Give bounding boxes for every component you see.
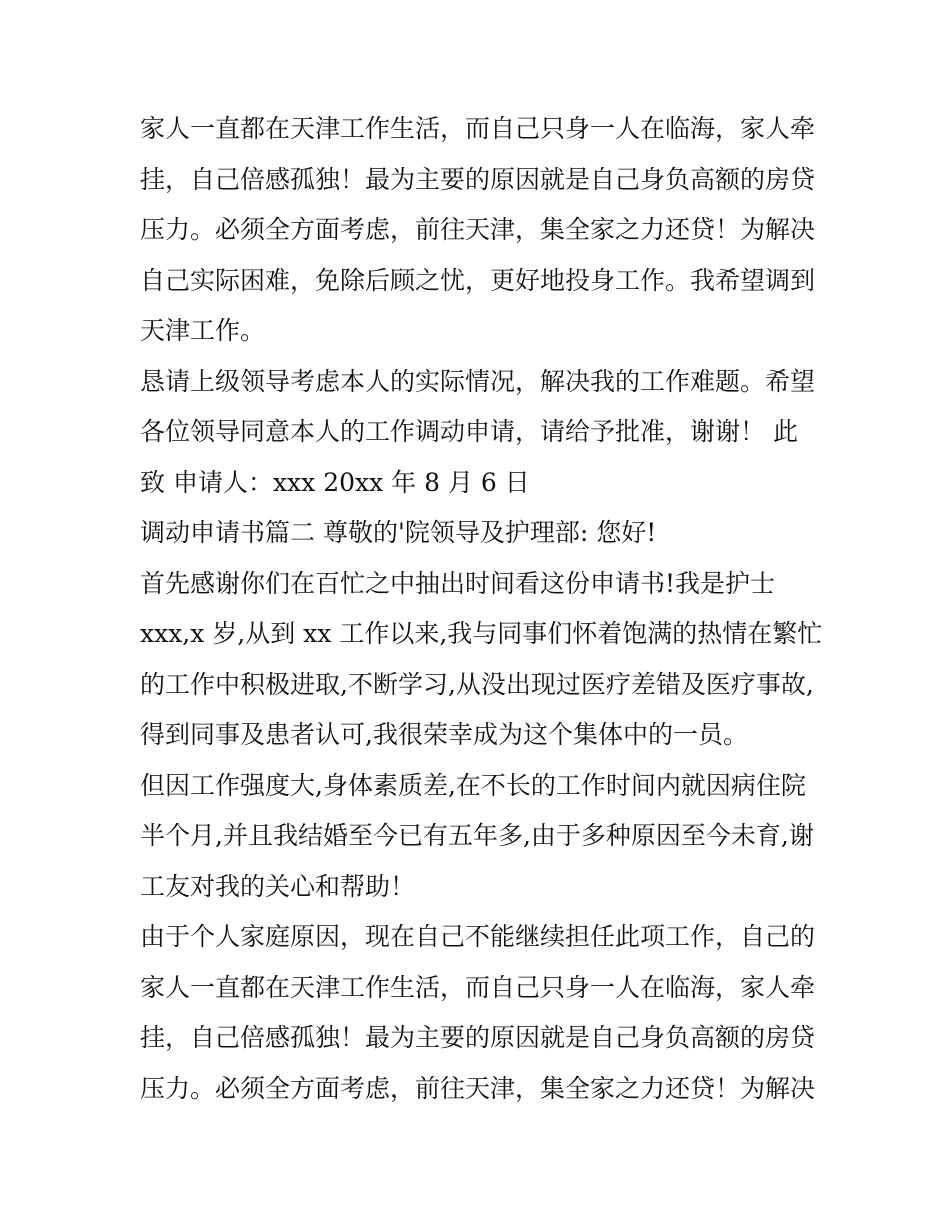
text-line: 压力。必须全方面考虑，前往天津，集全家之力还贷！为解决 (140, 215, 816, 244)
text-line: 恳请上级领导考虑本人的实际情况，解决我的工作难题。希望 (140, 366, 816, 396)
text-line: 挂，自己倍感孤独！最为主要的原因就是自己身负高额的房贷 (140, 1023, 816, 1052)
text-line: 的工作中积极进取,不断学习,从没出现过医疗差错及医疗事故, (140, 669, 814, 699)
text-line: 家人一直都在天津工作生活，而自己只身一人在临海，家人牵 (140, 114, 816, 143)
text-line: 家人一直都在天津工作生活，而自己只身一人在临海，家人牵 (140, 972, 816, 1002)
text-line: 致 申请人：xxx 20xx 年 8 月 6 日 (140, 467, 530, 497)
text-line: 挂，自己倍感孤独！最为主要的原因就是自己身负高额的房贷 (140, 164, 816, 194)
text-line: 压力。必须全方面考虑，前往天津，集全家之力还贷！为解决 (140, 1073, 816, 1103)
text-line: 由于个人家庭原因，现在自己不能继续担任此项工作，自己的 (140, 922, 816, 951)
document-text (140, 104, 830, 1114)
text-line: 调动申请书篇二 尊敬的'院领导及护理部: 您好! (140, 518, 657, 547)
text-line: 天津工作。 (140, 316, 266, 345)
text-line: 自己实际困难，免除后顾之忧，更好地投身工作。我希望调到 (140, 265, 816, 295)
text-line: xxx,x 岁,从到 xx 工作以来,我与同事们怀着饱满的热情在繁忙 (140, 619, 823, 648)
text-line: 工友对我的关心和帮助！ (140, 871, 416, 901)
text-line: 首先感谢你们在百忙之中抽出时间看这份申请书!我是护士 (140, 568, 776, 598)
text-line: 各位领导同意本人的工作调动申请，请给予批准，谢谢！ 此 (140, 417, 798, 446)
text-line: 得到同事及患者认可,我很荣幸成为这个集体中的一员。 (140, 720, 748, 749)
text-line: 但因工作强度大,身体素质差,在不长的工作时间内就因病住院 (140, 770, 806, 800)
text-line: 半个月,并且我结婚至今已有五年多,由于多种原因至今未育,谢 (140, 821, 814, 850)
